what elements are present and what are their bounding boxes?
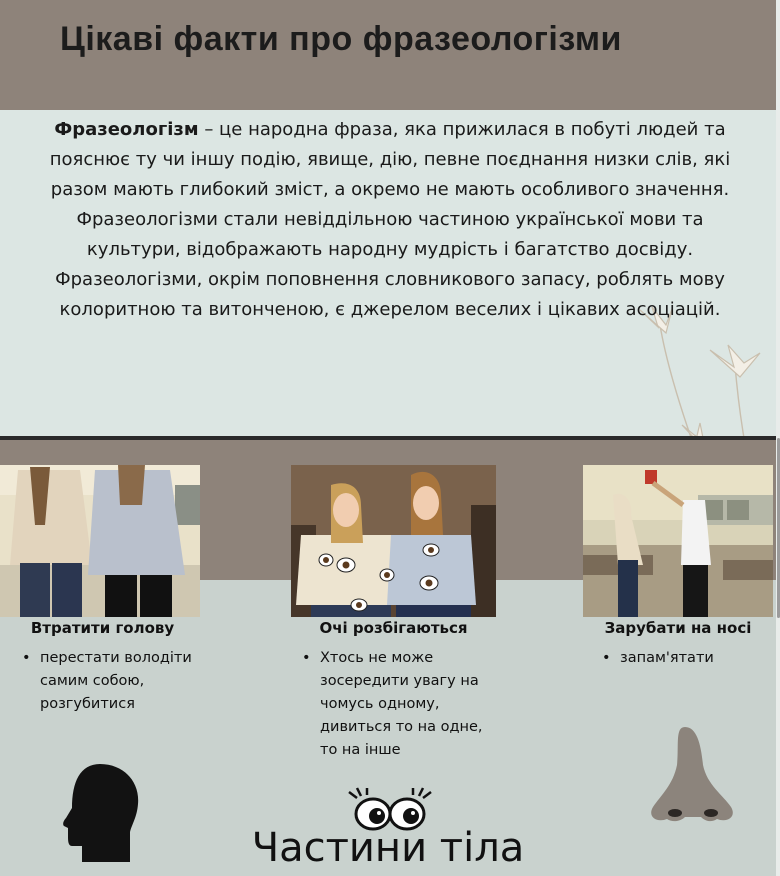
intro-section (0, 110, 776, 436)
footer-label: Частини тіла (251, 825, 525, 871)
bullet-icon: • (22, 650, 31, 666)
intro-definition: – це народна фраза, яка прижилася в побуті людей та пояснює ту чи іншу подію, явище, дію, певне поєднання низки слів, які разом мають глибокий зміст, а окремо не мають особливого значення. (49, 119, 731, 200)
photo-eyes-run (291, 465, 496, 617)
header-banner (0, 0, 776, 110)
idiom-title-eyes-run: Очі розбігаються (319, 619, 468, 637)
nose-icon (645, 725, 740, 825)
idiom-meaning-eyes-run (302, 647, 487, 762)
meaning-text: перестати володіти самим собою, розгубитися (40, 650, 192, 712)
idiom-title-nose: Зарубати на носі (604, 619, 752, 637)
photo-nose (583, 465, 773, 617)
intro-term: Фразеологізм (54, 119, 199, 140)
bullet-icon: • (602, 650, 611, 666)
idiom-meaning-lose-head (22, 647, 192, 716)
idiom-title-lose-head: Втратити голову (30, 619, 175, 637)
idiom-meaning-nose (602, 647, 772, 670)
bullet-icon: • (302, 650, 311, 666)
intro-line-3: Фразеологізми, окрім поповнення словникового запасу, роблять мову колоритною та витонченою, є джерелом веселих і цікавих асоціацій. (55, 269, 725, 320)
intro-text (40, 115, 740, 325)
meaning-text: Хтось не може зосередити увагу на чомусь одному, дивиться то на одне, то на інше (320, 650, 483, 758)
page-title: Цікаві факти про фразеологізми (60, 20, 622, 58)
meaning-text: запам'ятати (620, 650, 714, 666)
photo-lose-head (0, 465, 200, 617)
intro-line-2: Фразеологізми стали невіддільною частиною української мови та культури, відображають народну мудрість і багатство досвіду. (76, 209, 704, 260)
